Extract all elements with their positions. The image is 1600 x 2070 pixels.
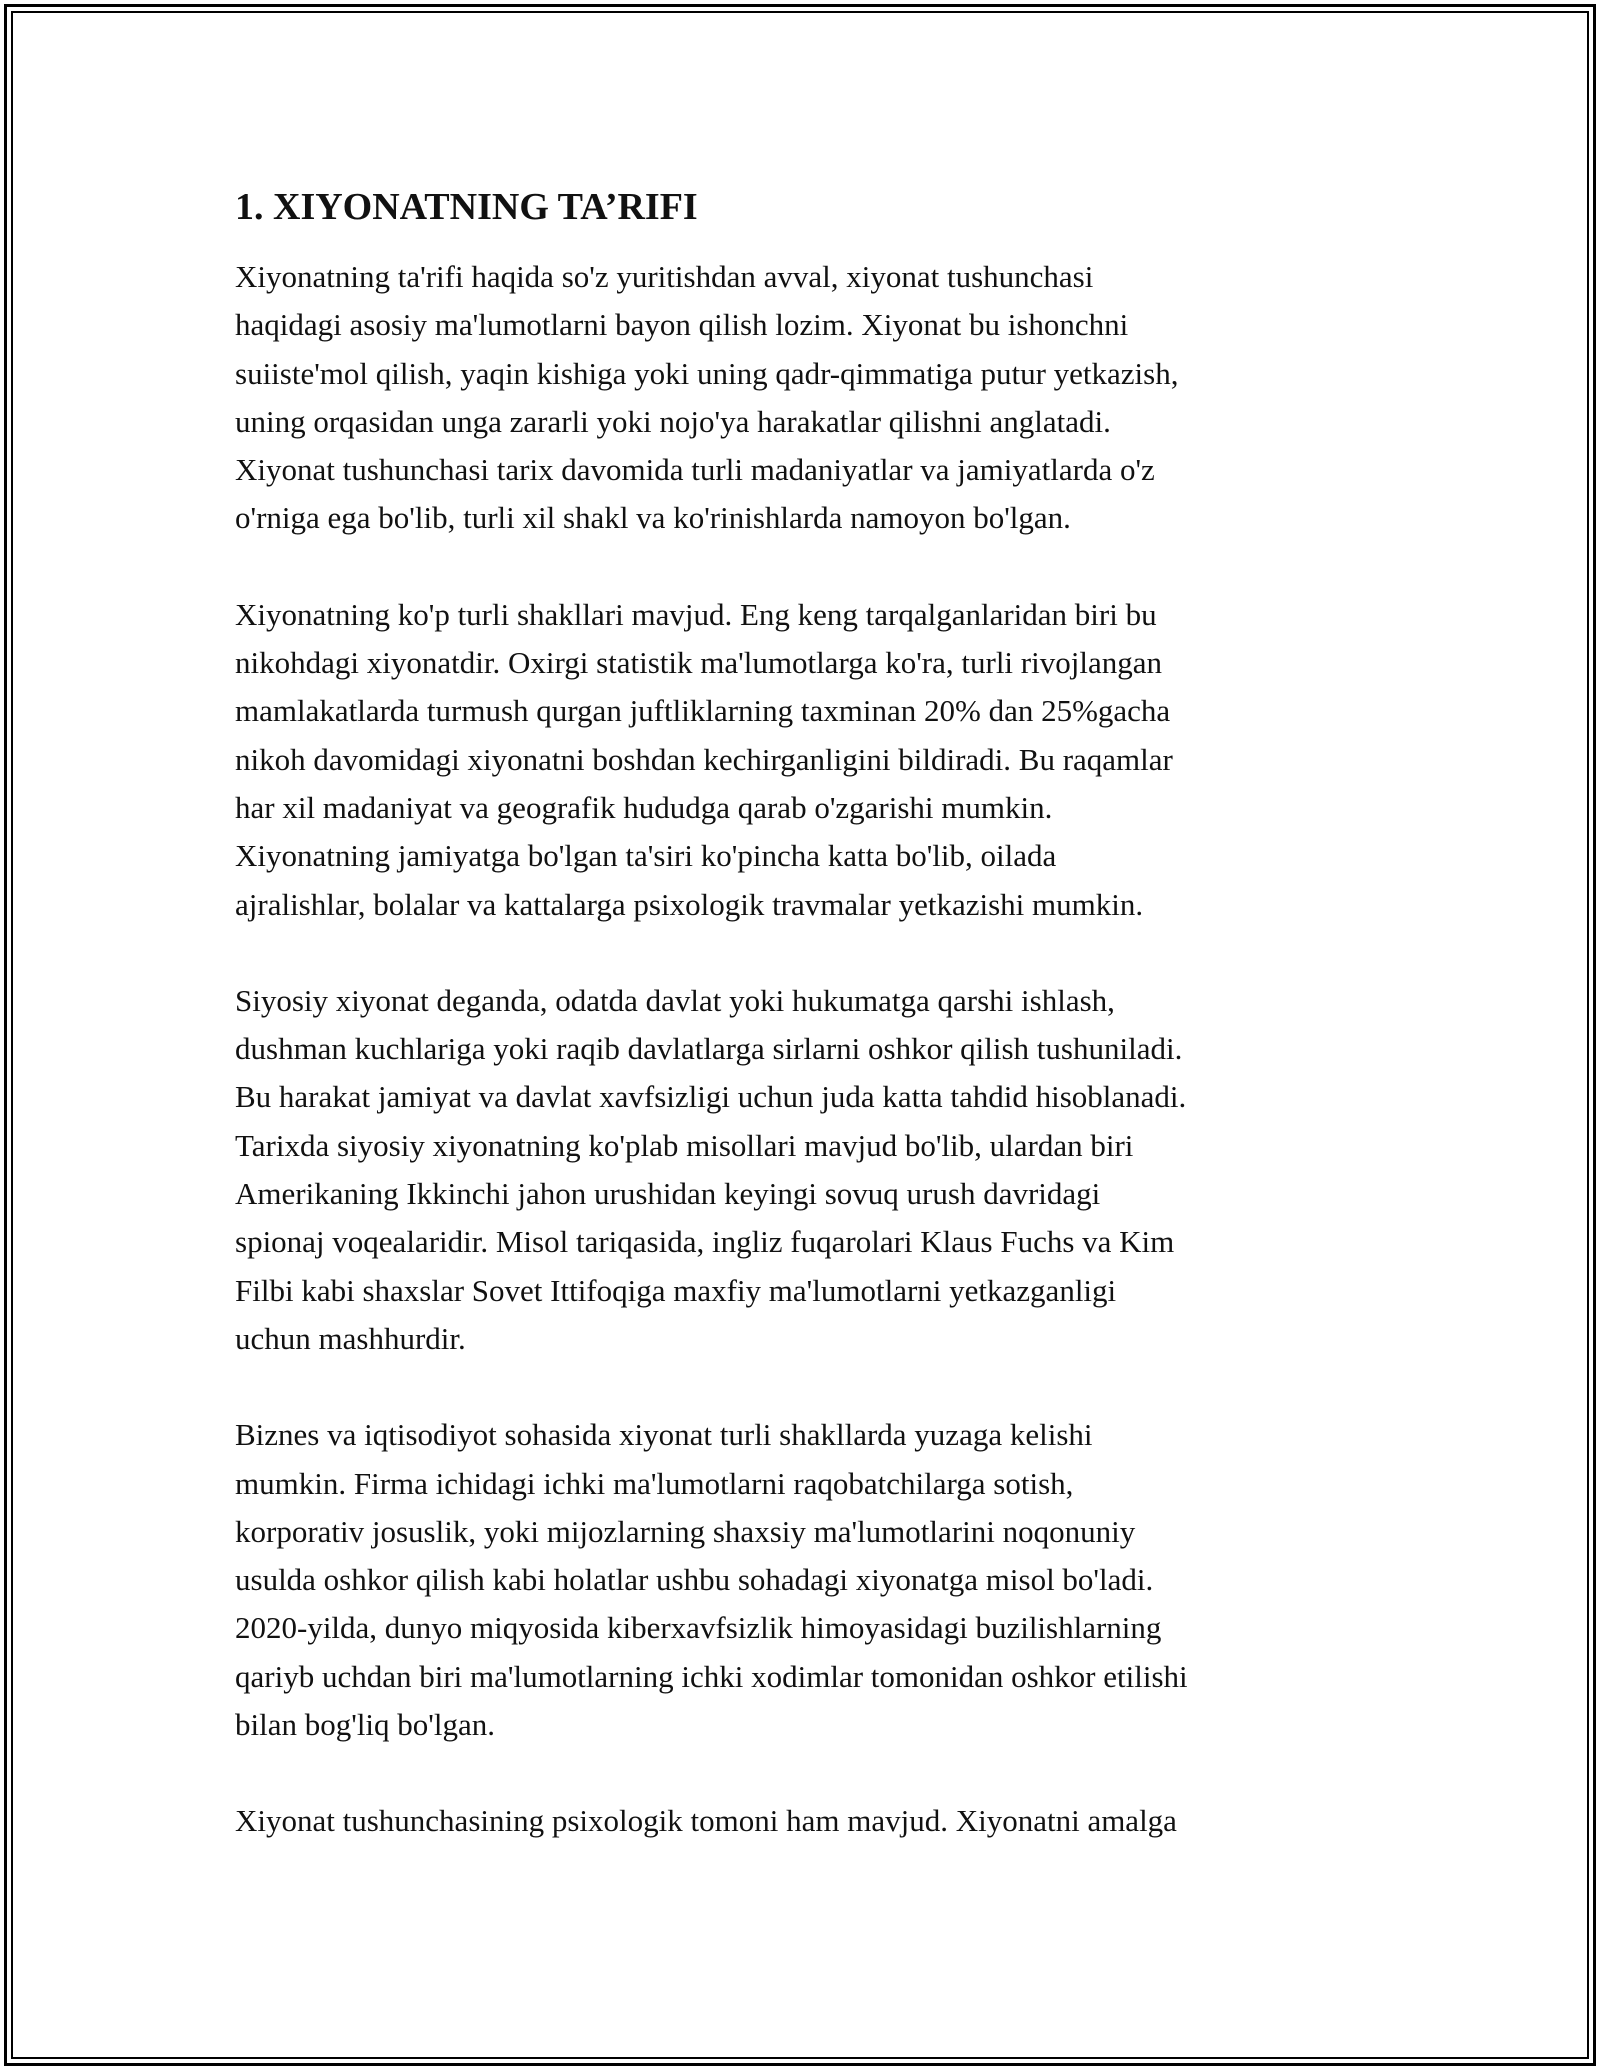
- paragraph-political-treason: Siyosiy xiyonat deganda, odatda davlat yoki hukumatga qarshi ishlash, dushman kuchlariga yoki raqib davlatlarga sirlarni oshkor qilish tushuniladi. Bu harakat jamiyat va davlat xavfsizligi uchun juda katta tahdid hisoblanadi. Tarixda siyosiy xiyonatning ko'plab misollari mavjud bo'lib, ulardan biri Amerikaning Ikkinchi jahon urushidan keyingi sovuq urush davridagi spionaj voqealaridir. Misol tariqasida, ingliz fuqarolari Klaus Fuchs va Kim Filbi kabi shaxslar Sovet Ittifoqiga maxfiy ma'lumotlarni yetkazganligi uchun mashhurdir.: [235, 982, 1187, 1356]
- section-title: 1. XIYONATNING TA’RIFI: [235, 186, 698, 228]
- paragraph-psychological-aspect: Xiyonat tushunchasining psixologik tomoni ham mavjud. Xiyonatni amalga: [235, 1803, 1177, 1839]
- document-body: [235, 185, 1385, 1894]
- paragraph-definition: Xiyonatning ta'rifi haqida so'z yuritishdan avval, xiyonat tushunchasi haqidagi asosiy ma'lumotlarni bayon qilish lozim. Xiyonat bu ishonchni suiiste'mol qilish, yaqin kishiga yoki uning qadr-qimmatiga putur yetkazish, uning orqasidan unga zararli yoki nojo'ya harakatlar qilishni anglatadi. Xiyonat tushunchasi tarix davomida turli madaniyatlar va jamiyatlarda o'z o'rniga ega bo'lib, turli xil shakl va ko'rinishlarda namoyon bo'lgan.: [235, 259, 1179, 536]
- paragraph-business-betrayal: Biznes va iqtisodiyot sohasida xiyonat turli shakllarda yuzaga kelishi mumkin. Firma ichidagi ichki ma'lumotlarni raqobatchilarga sotish, korporativ josuslik, yoki mijozlarning shaxsiy ma'lumotlarini noqonuniy usulda oshkor qilish kabi holatlar ushbu sohadagi xiyonatga misol bo'ladi. 2020-yilda, dunyo miqyosida kiberxavfsizlik himoyasidagi buzilishlarning qariyb uchdan biri ma'lumotlarning ichki xodimlar tomonidan oshkor etilishi bilan bog'liq bo'lgan.: [235, 1417, 1188, 1743]
- paragraph-marital-infidelity: Xiyonatning ko'p turli shakllari mavjud. Eng keng tarqalganlaridan biri bu nikohdagi xiyonatdir. Oxirgi statistik ma'lumotlarga ko'ra, turli rivojlangan mamlakatlarda turmush qurgan juftliklarning taxminan 20% dan 25%gacha nikoh davomidagi xiyonatni boshdan kechirganligini bildiradi. Bu raqamlar har xil madaniyat va geografik hududga qarab o'zgarishi mumkin. Xiyonatning jamiyatga bo'lgan ta'siri ko'pincha katta bo'lib, oilada ajralishlar, bolalar va kattalarga psixologik travmalar yetkazishi mumkin.: [235, 596, 1173, 922]
